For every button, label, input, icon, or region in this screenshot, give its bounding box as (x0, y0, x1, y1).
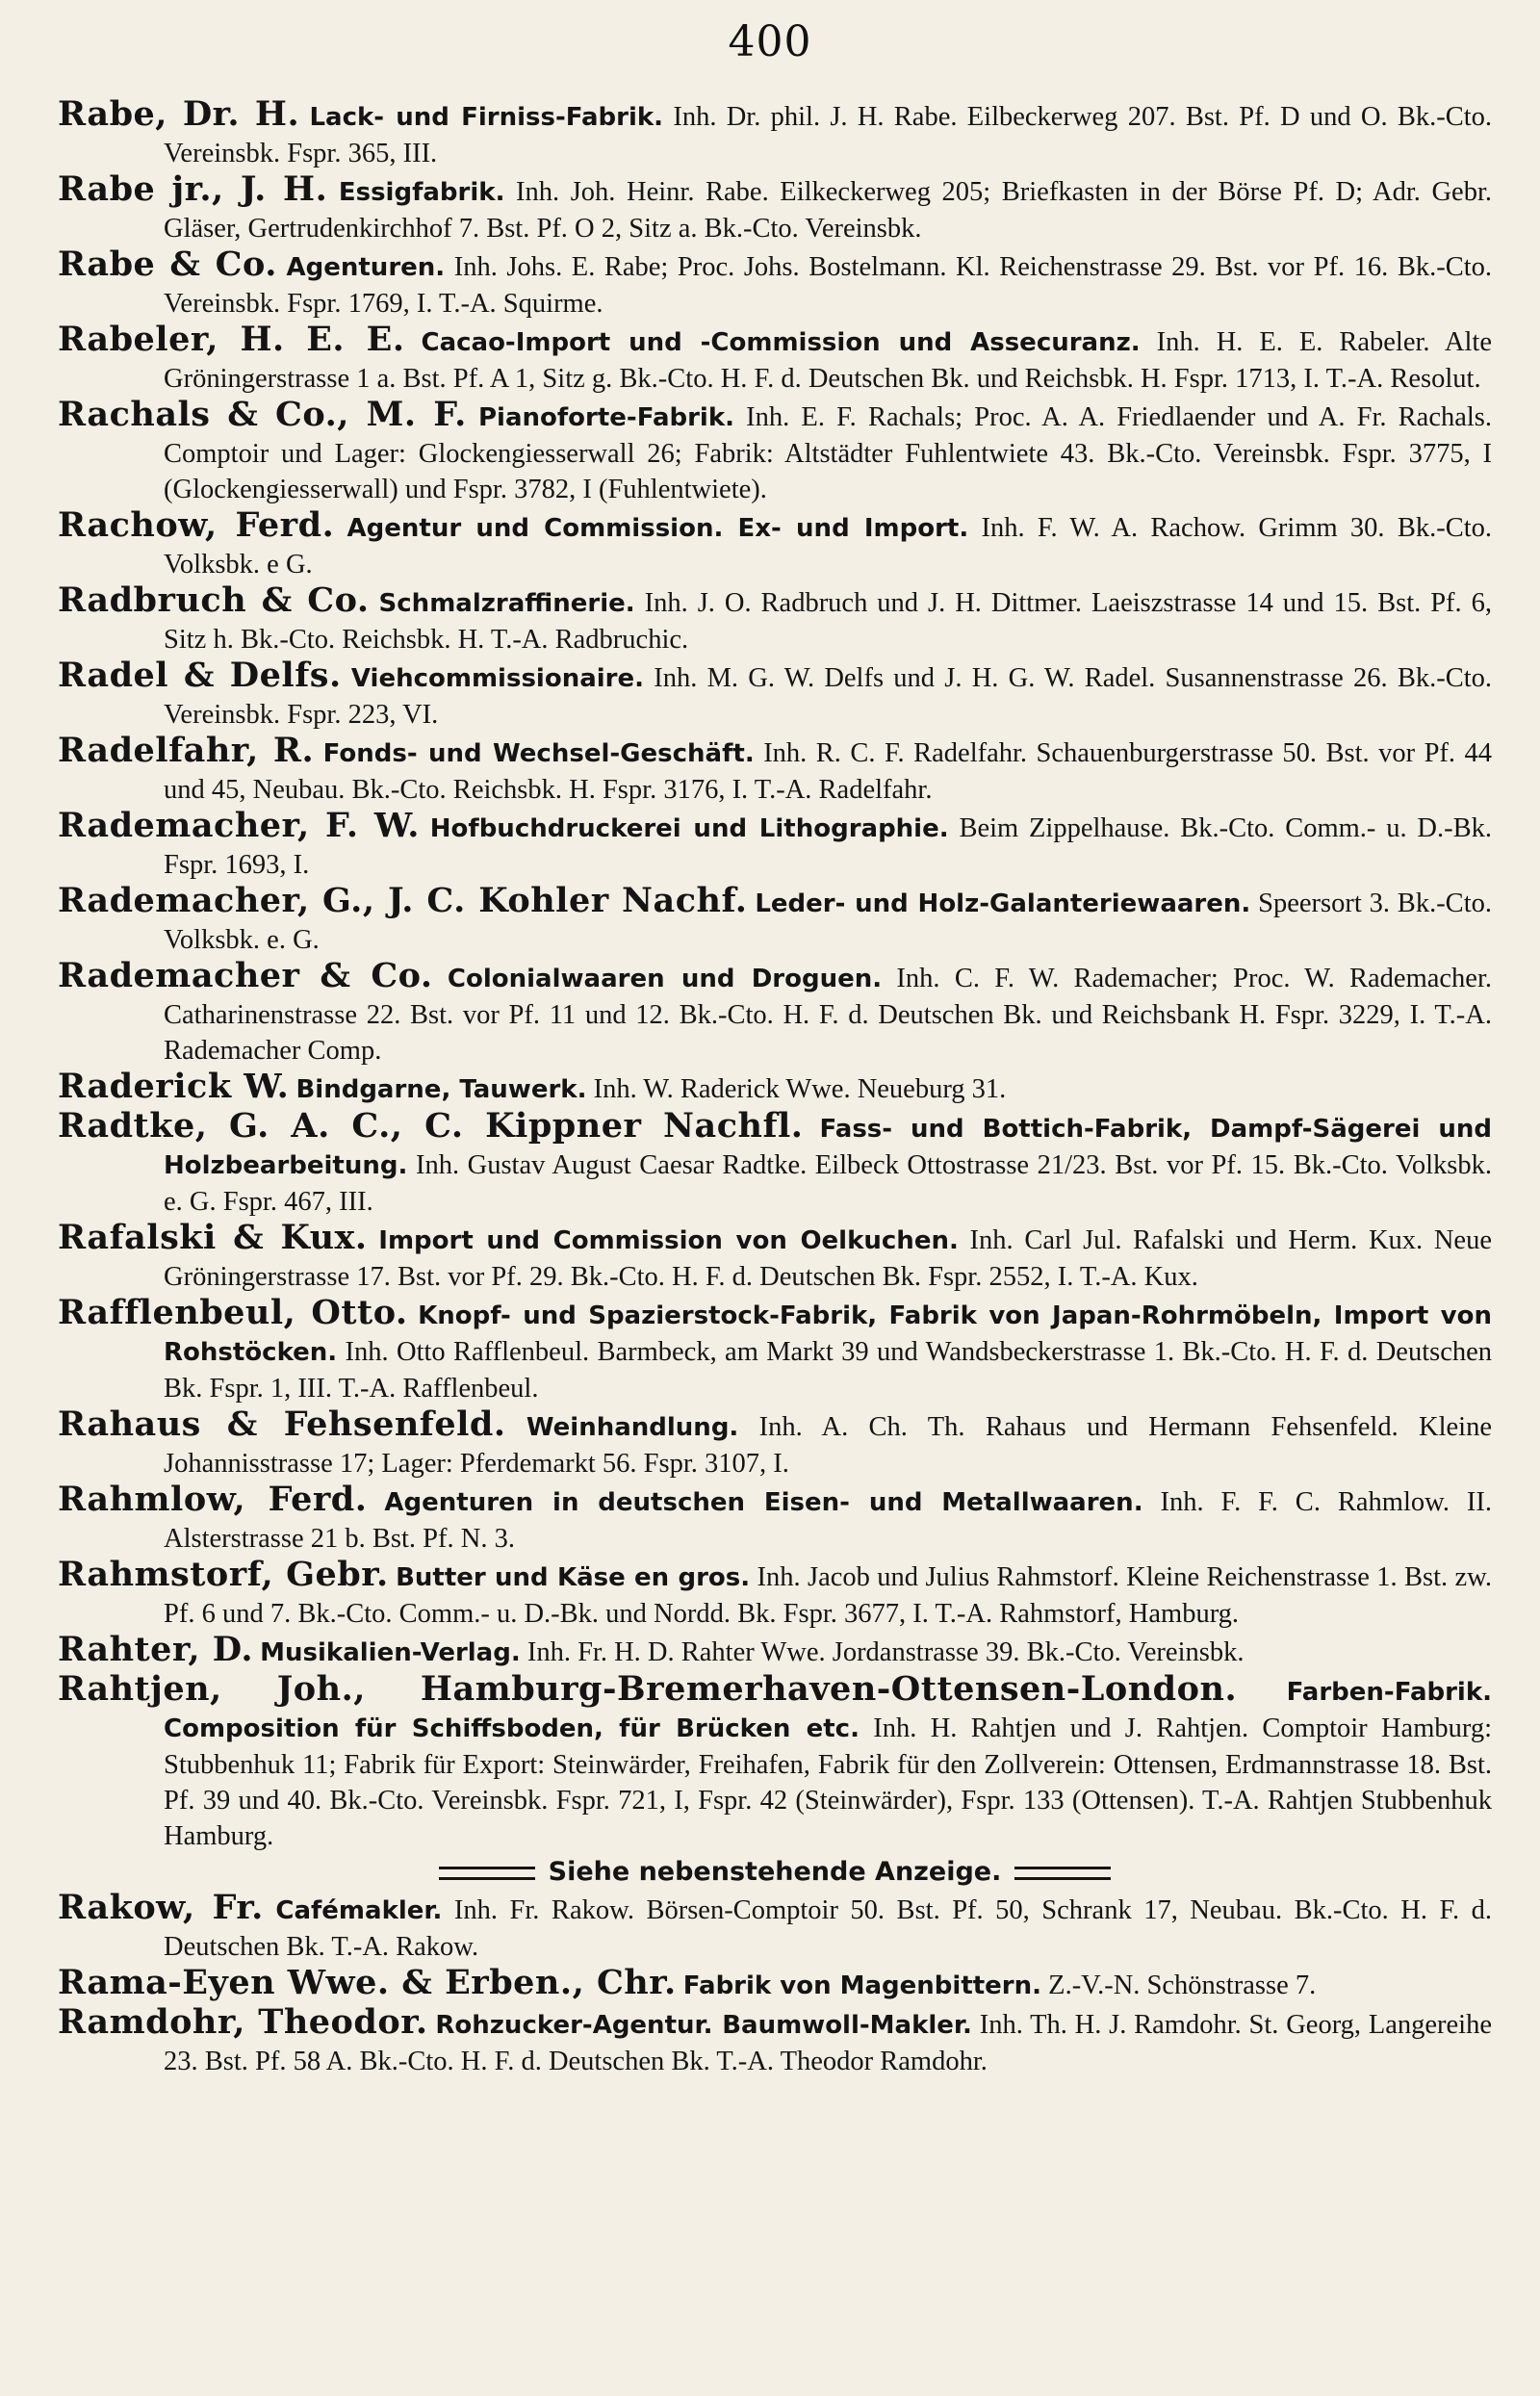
entry-details: Inh. J. O. Radbruch und J. H. Dittmer. Laeiszstrasse 14 und 15. Bst. Pf. 6, Sitz h. Bk.-Cto. Reichsbk. H. T.-A. Radbruchic. (164, 588, 1493, 655)
entry-business: Farben-Fabrik. Composition für Schiffsboden, für Brücken etc. (164, 1678, 1493, 1743)
entry-details: Inh. Fr. Rakow. Börsen-Comptoir 50. Bst. Pf. 50, Schrank 17, Neubau. Bk.-Cto. H. F. d. Deutschen Bk. T.-A. Rakow. (164, 1895, 1493, 1962)
entry-business: Butter und Käse en gros. (396, 1563, 751, 1592)
directory-entries (58, 96, 1492, 2079)
entry-details: Inh. E. F. Rachals; Proc. A. A. Friedlaender und A. Fr. Rachals. Comptoir und Lager: Glockengiesserwall 26; Fabrik: Altstädter Fuhlentwiete 43. Bk.-Cto. Vereinsbk. Fspr. 3775, I (Glockengiesserwall) und Fspr. 3782, I (Fuhlentwiete). (164, 402, 1493, 504)
entry-details: Inh. Joh. Heinr. Rabe. Eilkeckerweg 205; Briefkasten in der Börse Pf. D; Adr. Gebr. Gläser, Gertrudenkirchhof 7. Bst. Pf. O 2, Sitz a. Bk.-Cto. Vereinsbk. (164, 177, 1492, 244)
entry-name: Radbruch & Co. (58, 580, 370, 620)
entry-details: Inh. M. G. W. Delfs und J. H. G. W. Radel. Susannenstrasse 26. Bk.-Cto. Vereinsbk. Fspr. 223, VI. (164, 663, 1492, 730)
notice-text: Siehe nebenstehende Anzeige. (548, 1857, 1002, 1887)
directory-entry (58, 171, 1492, 246)
entry-name: Radel & Delfs. (58, 656, 342, 695)
directory-entry (58, 1557, 1492, 1632)
directory-entry (58, 1295, 1492, 1406)
entry-details: Inh. W. Raderick Wwe. Neueburg 31. (593, 1074, 1007, 1104)
entry-name: Rabe, Dr. H. (58, 94, 300, 134)
page-number: 400 (728, 17, 812, 66)
entry-details: Inh. H. Rahtjen und J. Rahtjen. Comptoir Hamburg: Stubbenhuk 11; Fabrik für Export: Steinwärder, Freihafen, Fabrik für den Zollverein: Ottensen, Erdmannstrasse 18. Bst. Pf. 39 und 40. Bk.-Cto. Vereinsbk. Fspr. 721, I, Fspr. 42 (Steinwärder), Fspr. 133 (Ottensen). T.-A. Rahtjen Stubbenhuk Hamburg. (164, 1713, 1493, 1851)
directory-entry (58, 958, 1492, 1069)
entry-details: Inh. Johs. E. Rabe; Proc. Johs. Bostelmann. Kl. Reichenstrasse 29. Bst. vor Pf. 16. Bk.-Cto. Vereinsbk. Fspr. 1769, I. T.-A. Squirme. (164, 252, 1492, 319)
entry-details: Inh. Th. H. J. Ramdohr. St. Georg, Langereihe 23. Bst. Pf. 58 A. Bk.-Cto. H. F. d. Deutschen Bk. T.-A. Theodor Ramdohr. (164, 2010, 1492, 2076)
entry-name: Ramdohr, Theodor. (58, 2002, 428, 2042)
entry-details: Inh. A. Ch. Th. Rahaus und Hermann Fehsenfeld. Kleine Johannisstrasse 17; Lager: Pferdemarkt 56. Fspr. 3107, I. (164, 1412, 1492, 1479)
entry-business: Colonialwaaren und Droguen. (447, 965, 883, 993)
entry-business: Weinhandlung. (526, 1413, 739, 1442)
double-rule-right (1014, 1867, 1111, 1880)
entry-name: Radelfahr, R. (58, 731, 315, 770)
entry-business: Bindgarne, Tauwerk. (295, 1075, 587, 1104)
entry-business: Cacao-Import und -Commission und Assecuranz. (421, 328, 1141, 357)
entry-details: Inh. C. F. W. Rademacher; Proc. W. Rademacher. Catharinenstrasse 22. Bst. vor Pf. 11 und 12. Bk.-Cto. H. F. d. Deutschen Bk. und Reichsbank H. Fspr. 3229, I. T.-A. Rademacher Comp. (164, 964, 1492, 1066)
directory-entry (58, 657, 1492, 733)
entry-business: Fabrik von Magenbittern. (682, 1971, 1042, 2000)
entry-business: Agenturen in deutschen Eisen- und Metallwaaren. (384, 1488, 1143, 1517)
entry-details: Beim Zippelhause. Bk.-Cto. Comm.- u. D.-Bk. Fspr. 1693, I. (164, 813, 1493, 880)
entry-name: Rahmlow, Ferd. (58, 1480, 368, 1519)
entry-name: Rademacher, F. W. (58, 806, 420, 845)
entry-name: Rahaus & Fehsenfeld. (58, 1404, 506, 1444)
directory-entry (58, 322, 1492, 397)
directory-entry (58, 507, 1492, 582)
directory-entry (58, 582, 1492, 657)
entry-business: Leder- und Holz-Galanteriewaaren. (755, 889, 1251, 918)
directory-entry (58, 883, 1492, 958)
advertisement-notice (58, 1854, 1492, 1890)
entry-name: Rahter, D. (58, 1630, 254, 1669)
entry-name: Rabe & Co. (58, 245, 277, 284)
entry-business: Schmalzraffinerie. (378, 589, 635, 618)
entry-details: Inh. F. F. C. Rahmlow. II. Alsterstrasse 21 b. Bst. Pf. N. 3. (164, 1487, 1493, 1554)
directory-entry (58, 246, 1492, 322)
entry-details: Inh. Dr. phil. J. H. Rabe. Eilbeckerweg 207. Bst. Pf. D und O. Bk.-Cto. Vereinsbk. Fspr. 365, III. (164, 102, 1493, 168)
entry-details: Inh. R. C. F. Radelfahr. Schauenburgerstrasse 50. Bst. vor Pf. 44 und 45, Neubau. Bk.-Cto. Reichsbk. H. Fspr. 3176, I. T.-A. Radelfahr. (164, 738, 1493, 805)
entry-business: Agenturen. (286, 253, 446, 282)
directory-entry (58, 1632, 1492, 1671)
entry-business: Viehcommissionaire. (350, 664, 644, 693)
entry-name: Radtke, G. A. C., C. Kippner Nachfl. (58, 1106, 804, 1146)
directory-entry (58, 1406, 1492, 1481)
directory-entry (58, 1108, 1492, 1220)
entry-business: Import und Commission von Oelkuchen. (378, 1226, 959, 1255)
entry-name: Rachals & Co., M. F. (58, 395, 467, 434)
entry-business: Fass- und Bottich-Fabrik, Dampf-Sägerei und Holzbearbeitung. (164, 1115, 1493, 1180)
entry-name: Rahtjen, Joh., Hamburg-Bremerhaven-Ottensen-London. (58, 1669, 1238, 1709)
entry-name: Rabeler, H. E. E. (58, 320, 405, 359)
entry-business: Fonds- und Wechsel-Geschäft. (322, 739, 755, 768)
entry-business: Knopf- und Spazierstock-Fabrik, Fabrik von Japan-Rohrmöbeln, Import von Rohstöcken. (164, 1301, 1492, 1367)
entry-details: Inh. Gustav August Caesar Radtke. Eilbeck Ottostrasse 21/23. Bst. vor Pf. 15. Bk.-Cto. Volksbk. e. G. Fspr. 467, III. (164, 1150, 1493, 1217)
entry-details: Inh. Jacob und Julius Rahmstorf. Kleine Reichenstrasse 1. Bst. zw. Pf. 6 und 7. Bk.-Cto. Comm.- u. D.-Bk. und Nordd. Bk. Fspr. 3677, I. T.-A. Rahmstorf, Hamburg. (164, 1562, 1493, 1629)
directory-entry (58, 96, 1492, 171)
entry-name: Rademacher, G., J. C. Kohler Nachf. (58, 881, 748, 920)
directory-entry (58, 1069, 1492, 1108)
entry-name: Rahmstorf, Gebr. (58, 1555, 389, 1594)
directory-entry (58, 733, 1492, 808)
entry-name: Rachow, Ferd. (58, 505, 335, 545)
entry-business: Hofbuchdruckerei und Lithographie. (429, 814, 949, 843)
entry-business: Lack- und Firniss-Fabrik. (309, 103, 664, 132)
entry-business: Cafémakler. (275, 1896, 443, 1925)
entry-details: Inh. H. E. E. Rabeler. Alte Gröningerstrasse 1 a. Bst. Pf. A 1, Sitz g. Bk.-Cto. H. F. d. Deutschen Bk. und Reichsbk. H. Fspr. 1713, I. T.-A. Resolut. (164, 327, 1492, 394)
entry-business: Musikalien-Verlag. (260, 1638, 521, 1667)
directory-entry (58, 1220, 1492, 1295)
directory-entry (58, 1965, 1492, 2004)
entry-name: Rademacher & Co. (58, 956, 433, 995)
entry-name: Rafflenbeul, Otto. (58, 1293, 408, 1332)
entry-name: Raderick W. (58, 1067, 290, 1106)
double-rule-left (439, 1867, 535, 1880)
entry-business: Rohzucker-Agentur. Baumwoll-Makler. (435, 2011, 972, 2040)
entry-business: Pianoforte-Fabrik. (477, 403, 735, 432)
entry-details: Inh. Carl Jul. Rafalski und Herm. Kux. Neue Gröningerstrasse 17. Bst. vor Pf. 29. Bk.-Cto. H. F. d. Deutschen Bk. Fspr. 2552, I. T.-A. Kux. (164, 1225, 1492, 1292)
entry-name: Rakow, Fr. (58, 1888, 264, 1927)
directory-entry (58, 2004, 1492, 2079)
entry-name: Rabe jr., J. H. (58, 169, 328, 209)
directory-entry (58, 1481, 1492, 1557)
entry-details: Inh. Fr. H. D. Rahter Wwe. Jordanstrasse 39. Bk.-Cto. Vereinsbk. (526, 1637, 1245, 1667)
directory-entry (58, 1671, 1492, 1854)
entry-name: Rafalski & Kux. (58, 1218, 368, 1257)
entry-details: Inh. Otto Rafflenbeul. Barmbeck, am Markt 39 und Wandsbeckerstrasse 1. Bk.-Cto. H. F. d. Deutschen Bk. Fspr. 1, III. T.-A. Rafflenbeul. (164, 1337, 1493, 1404)
directory-entry (58, 397, 1492, 507)
entry-details: Speersort 3. Bk.-Cto. Volksbk. e. G. (164, 889, 1492, 955)
entry-business: Essigfabrik. (338, 178, 505, 207)
entry-details: Z.-V.-N. Schönstrasse 7. (1048, 1971, 1317, 2000)
entry-details: Inh. F. W. A. Rachow. Grimm 30. Bk.-Cto. Volksbk. e G. (164, 513, 1492, 580)
directory-entry (58, 1890, 1492, 1965)
entry-business: Agentur und Commission. Ex- und Import. (346, 514, 969, 543)
entry-name: Rama-Eyen Wwe. & Erben., Chr. (58, 1963, 677, 2002)
directory-entry (58, 808, 1492, 883)
